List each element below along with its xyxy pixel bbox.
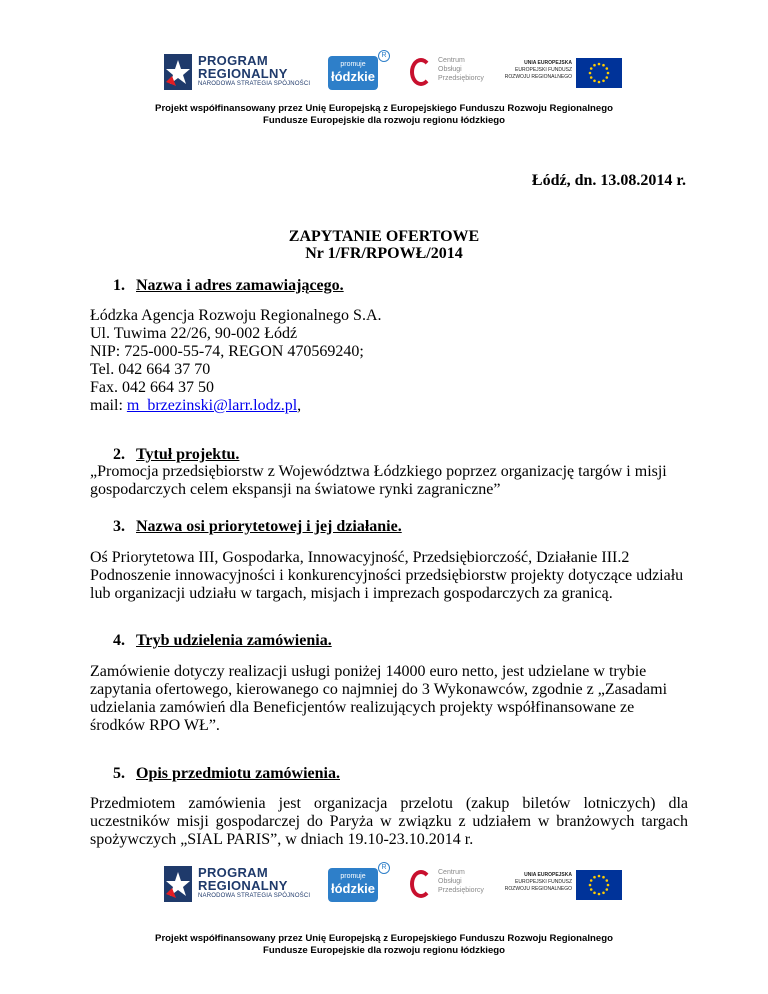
program-regionalny-logo: PROGRAM REGIONALNY NARODOWA STRATEGIA SPÓJNOŚCI [162,862,312,906]
eu-flag-icon [576,58,622,88]
eu-logo: UNIA EUROPEJSKA EUROPEJSKI FUNDUSZ ROZWOJU REGIONALNEGO [512,870,622,902]
star-icon [162,864,194,904]
eu-logo: UNIA EUROPEJSKA EUROPEJSKI FUNDUSZ ROZWOJU REGIONALNEGO [512,58,622,90]
subject-text: Przedmiotem zamówienia jest organizacja przelotu (zakup biletów lotniczych) dla uczestników misji gospodarczej do Paryża w związku z udziałem w branżowych targach spożywczych „SIAL PARIS”, w dniach 19.10-23.10.2014 r. [90,795,688,848]
star-icon [162,52,194,92]
promuje-lodzkie-logo: promuje łódzkie [328,56,378,90]
email-link[interactable]: m_brzezinski@larr.lodz.pl [126,397,298,414]
footer-logos [0,862,768,910]
cofinancing-line: Projekt współfinansowany przez Unię Europejską z Europejskiego Funduszu Rozwoju Regionalnego [155,103,613,114]
header-logos [0,50,768,98]
section-heading: 3. Nazwa osi priorytetowej i jej działanie. [113,518,402,535]
cop-logo: Centrum Obsługi Przedsiębiorcy [410,866,490,904]
project-title-text: „Promocja przedsiębiorstw z Województwa Łódzkiego poprzez organizację targów i misji gospodarczych celem ekspansji na światowe rynki zagraniczne” [90,463,667,498]
document-date: Łódź, dn. 13.08.2014 r. [531,172,686,189]
funds-line: Fundusze Europejskie dla rozwoju regionu łódzkiego [263,115,505,126]
registered-icon: R [378,50,390,62]
footer-funds-line: Fundusze Europejskie dla rozwoju regionu łódzkiego [263,945,505,956]
promuje-lodzkie-logo: promuje łódzkie [328,868,378,902]
program-regionalny-logo: PROGRAM REGIONALNY NARODOWA STRATEGIA SPÓJNOŚCI [162,50,312,94]
registered-icon: R [378,862,390,874]
contracting-authority-address: Łódzka Agencja Rozwoju Regionalnego S.A. Ul. Tuwima 22/26, 90-002 Łódź NIP: 725-000-55-74, REGON 470569240; Tel. 042 664 37 70 Fax. 042 664 37 50 mail: m_brzezinski@larr.lodz.pl, [90,307,382,414]
section-heading: 2. Tytuł projektu. [113,446,240,463]
section-heading: 5. Opis przedmiotu zamówienia. [113,765,340,782]
cop-logo: Centrum Obsługi Przedsiębiorcy [410,54,490,92]
procedure-text: Zamówienie dotyczy realizacji usługi poniżej 14000 euro netto, jest udzielane w trybie zapytania ofertowego, kierowanego co najmniej do 3 Wykonawców, zgodnie z „Zasadami udzielania zamówień dla Beneficjentów realizujących projekty współfinansowane ze środków RPO WŁ”. [90,663,668,734]
footer-cofinancing-line: Projekt współfinansowany przez Unię Europejską z Europejskiego Funduszu Rozwoju Regionalnego [155,933,613,944]
eu-flag-icon [576,870,622,900]
priority-axis-text: Oś Priorytetowa III, Gospodarka, Innowacyjność, Przedsiębiorczość, Działanie III.2 Podnoszenie innowacyjności i konkurencyjności przedsiębiorstw projekty dotyczące udziału lub organizacji udziału w targach, misjach i imprezach gospodarczych za granicą. [90,549,684,602]
section-heading: 4. Tryb udzielenia zamówienia. [113,632,332,649]
document-title: ZAPYTANIE OFERTOWE Nr 1/FR/RPOWŁ/2014 [288,228,480,262]
section-heading: 1. Nazwa i adres zamawiającego. [113,277,344,294]
